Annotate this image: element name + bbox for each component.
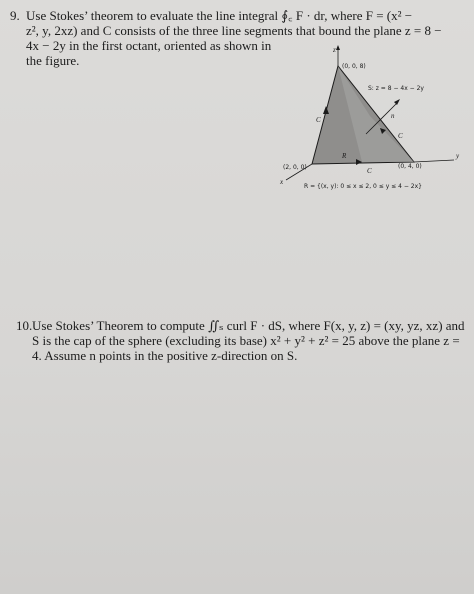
problem-9-line-2: z², y, 2xz) and C consists of the three line segments that bound the plane z = 8 − <box>26 23 442 38</box>
problem-9-line-3: 4x − 2y in the first octant, oriented as shown in <box>26 38 272 53</box>
problem-10-line-3: 4. Assume n points in the positive z-direction on S. <box>32 348 298 363</box>
surface-label: S: z = 8 − 4x − 2y <box>368 85 424 92</box>
z-axis-label: z <box>333 46 336 54</box>
y-axis-label: y <box>456 152 460 160</box>
normal-label: n <box>391 112 395 120</box>
y-axis <box>414 160 454 162</box>
normal-arrow <box>394 99 400 105</box>
x-axis-label: x <box>280 178 284 186</box>
curve-label-right: C <box>398 132 403 140</box>
point-right-label: (0, 4, 0) <box>398 163 422 170</box>
problem-9-number: 9. <box>10 8 20 23</box>
z-axis-arrow <box>336 45 340 50</box>
problem-10-number: 10. <box>16 318 33 333</box>
point-left-label: (2, 0, 0) <box>283 164 307 171</box>
region-caption: R = {(x, y): 0 ≤ x ≤ 2, 0 ≤ y ≤ 4 − 2x} <box>304 183 422 190</box>
region-label: R <box>342 152 347 160</box>
problem-9-line-4: the figure. <box>26 53 80 68</box>
problem-10 <box>16 318 465 363</box>
curve-label-bottom: C <box>367 167 372 175</box>
problem-9-line-1: 9. Use Stokes’ theorem to evaluate the line integral ∮꜀ F · dr, where F = (x² − <box>10 8 413 23</box>
plane-figure-svg <box>270 44 460 204</box>
point-top-label: (0, 0, 8) <box>342 63 366 70</box>
plane-figure <box>270 44 460 204</box>
problem-10-line-1: 10.Use Stokes’ Theorem to compute ∬ₛ curl F · dS, where F(x, y, z) = (xy, yz, xz) and <box>16 318 465 333</box>
curve-label-left: C <box>316 116 321 124</box>
problem-10-line-2: S is the cap of the sphere (excluding its base) x² + y² + z² = 25 above the plane z = <box>32 333 460 348</box>
